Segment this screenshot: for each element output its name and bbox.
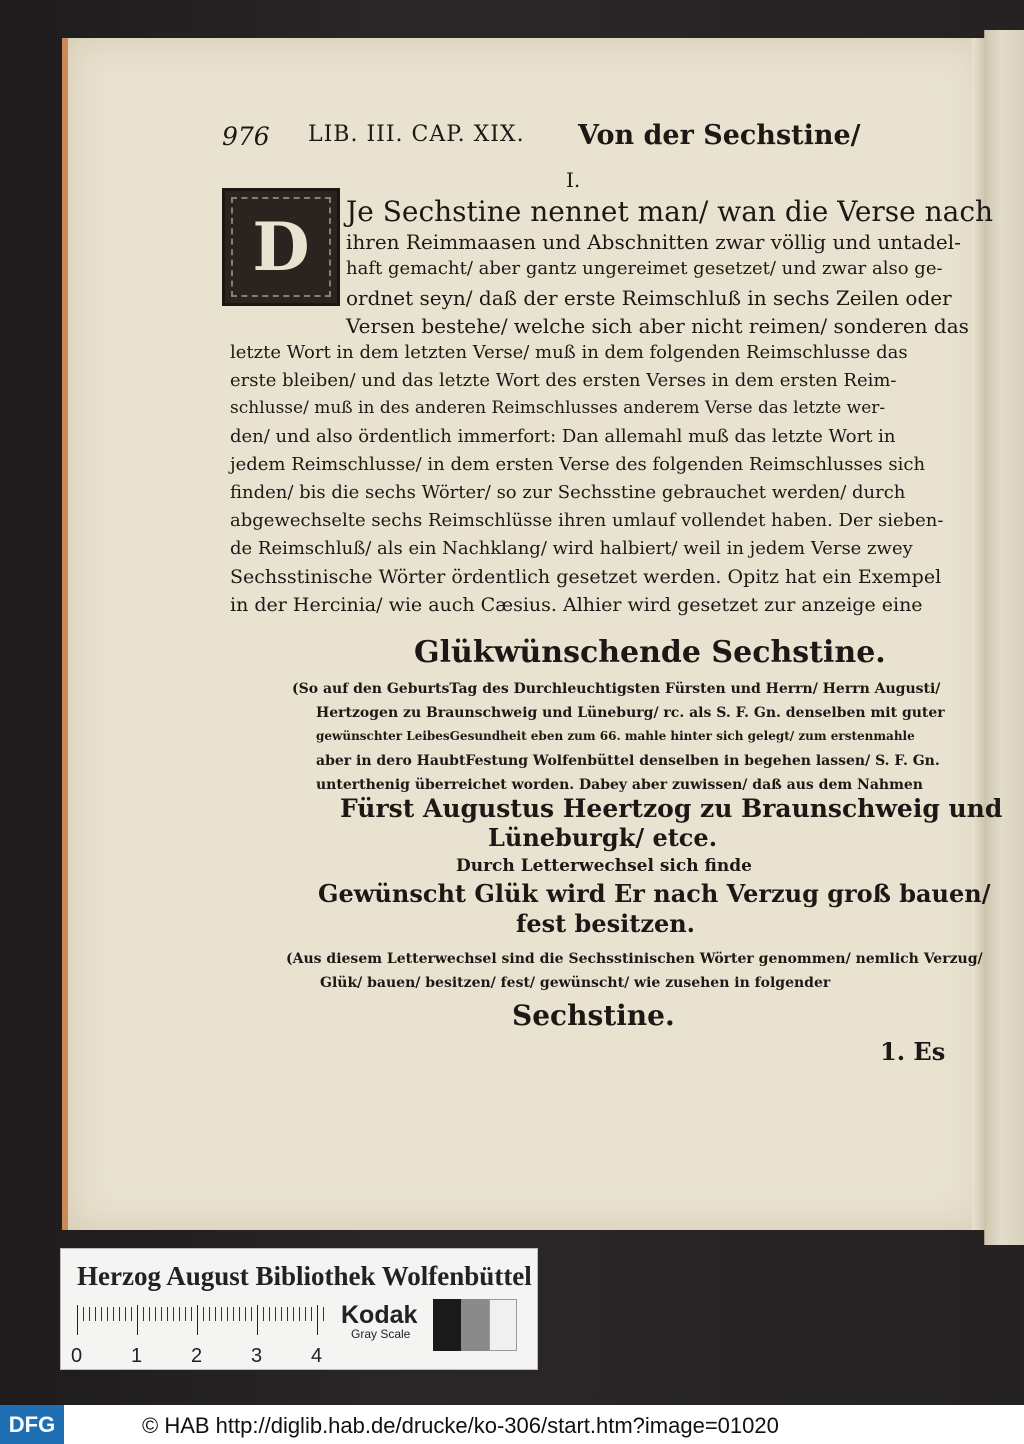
ruler-number: 1 (131, 1345, 143, 1367)
copyright-link[interactable]: © HAB http://diglib.hab.de/drucke/ko-306/start.htm?image=01020 (142, 1413, 779, 1438)
body-line: den/ und also ördentlich immerfort: Dan allemahl muß das letzte Wort in (230, 426, 896, 447)
page-number: 976 (222, 122, 270, 151)
dedication-line: Hertzogen zu Braunschweig und Lüneburg/ rc. als S. F. Gn. denselben mit guter (316, 705, 945, 721)
gray-swatch-light (489, 1299, 517, 1351)
color-scale-card (60, 1248, 538, 1370)
body-line: ihren Reimmaasen und Abschnitten zwar völlig und untadel- (346, 230, 961, 254)
body-line: ordnet seyn/ daß der erste Reimschluß in sechs Zeilen oder (346, 286, 952, 310)
ruler-tick-4 (317, 1305, 318, 1335)
body-line: Je Sechstine nennet man/ wan die Verse nach (346, 195, 994, 228)
kodak-brand: Kodak (341, 1301, 418, 1329)
book-chapter-ref: LIB. III. CAP. XIX. (308, 122, 525, 147)
sechstine-heading: Sechstine. (512, 999, 675, 1032)
dedication-line: (So auf den GeburtsTag des Durchleuchtigsten Fürsten und Herrn/ Herrn Augusti/ (292, 681, 941, 697)
poem-title: Glükwünschende Sechstine. (414, 635, 886, 670)
ruler-tick-1 (137, 1305, 138, 1335)
body-line: erste bleiben/ und das letzte Wort des ersten Verses in dem ersten Reim- (230, 370, 897, 391)
gray-swatch-dark (433, 1299, 461, 1351)
dedication-line: gewünschter LeibesGesundheit eben zum 66. mahle hinter sich gelegt/ zum erstenmahle (316, 729, 915, 743)
body-line: in der Hercinia/ wie auch Cæsius. Alhier wird gesetzet zur anzeige eine (230, 594, 923, 616)
running-title: Von der Sechstine/ (578, 120, 861, 151)
body-line: letzte Wort in dem letzten Verse/ muß in dem folgenden Reimschlusse das (230, 342, 908, 363)
ruler-ticks (77, 1307, 327, 1338)
body-line: jedem Reimschlusse/ in dem ersten Verse des folgenden Reimschlusses sich (230, 454, 926, 475)
ruler-number: 2 (191, 1345, 203, 1367)
body-line: Sechsstinische Wörter ördentlich gesetzet werden. Opitz hat ein Exempel (230, 566, 942, 588)
ruler-number: 3 (251, 1345, 263, 1367)
ruler-tick-3 (257, 1305, 258, 1335)
dfg-logo: DFG (0, 1405, 64, 1444)
name-line: Fürst Augustus Heertzog zu Braunschweig und (340, 794, 1003, 823)
decorated-initial (222, 188, 340, 306)
anagram-intro: Durch Letterwechsel sich finde (456, 856, 752, 876)
anagram-line: fest besitzen. (516, 909, 696, 938)
ruler-tick-2 (197, 1305, 198, 1335)
catchword: 1. Es (880, 1037, 946, 1066)
gray-swatch-mid (461, 1299, 489, 1351)
body-line: de Reimschluß/ als ein Nachklang/ wird halbiert/ weil in jedem Verse zwey (230, 538, 913, 559)
ruler-number: 4 (311, 1345, 323, 1367)
body-line: haft gemacht/ aber gantz ungereimet gesetzet/ und zwar also ge- (346, 258, 943, 279)
library-name: Herzog August Bibliothek Wolfenbüttel (77, 1261, 532, 1291)
body-line: finden/ bis die sechs Wörter/ so zur Sechsstine gebrauchet werden/ durch (230, 482, 906, 503)
initial-letter: D (231, 197, 331, 297)
ruler-number: 0 (71, 1345, 83, 1367)
note-line: (Aus diesem Letterwechsel sind die Sechsstinischen Wörter genommen/ nemlich Verzug/ (286, 951, 983, 967)
ruler-tick-0 (77, 1305, 78, 1335)
footer-bar (0, 1405, 1024, 1444)
anagram-line: Gewünscht Glük wird Er nach Verzug groß bauen/ (318, 879, 991, 908)
gray-scale-caption: Gray Scale (351, 1327, 411, 1341)
body-line: Versen bestehe/ welche sich aber nicht reimen/ sonderen das (346, 314, 969, 338)
dedication-line: aber in dero HaubtFestung Wolfenbüttel denselben in begehen lassen/ S. F. Gn. (316, 753, 940, 769)
body-line: schlusse/ muß in des anderen Reimschlusses anderem Verse das letzte wer- (230, 398, 886, 418)
name-line: Lüneburgk/ etce. (488, 823, 718, 852)
body-line: abgewechselte sechs Reimschlüsse ihren umlauf vollendet haben. Der sieben- (230, 510, 944, 531)
note-line: Glük/ bauen/ besitzen/ fest/ gewünscht/ wie zusehen in folgender (320, 975, 831, 991)
dedication-line: unterthenig überreichet worden. Dabey aber zuwissen/ daß aus dem Nahmen (316, 777, 923, 793)
section-number: I. (566, 168, 581, 192)
